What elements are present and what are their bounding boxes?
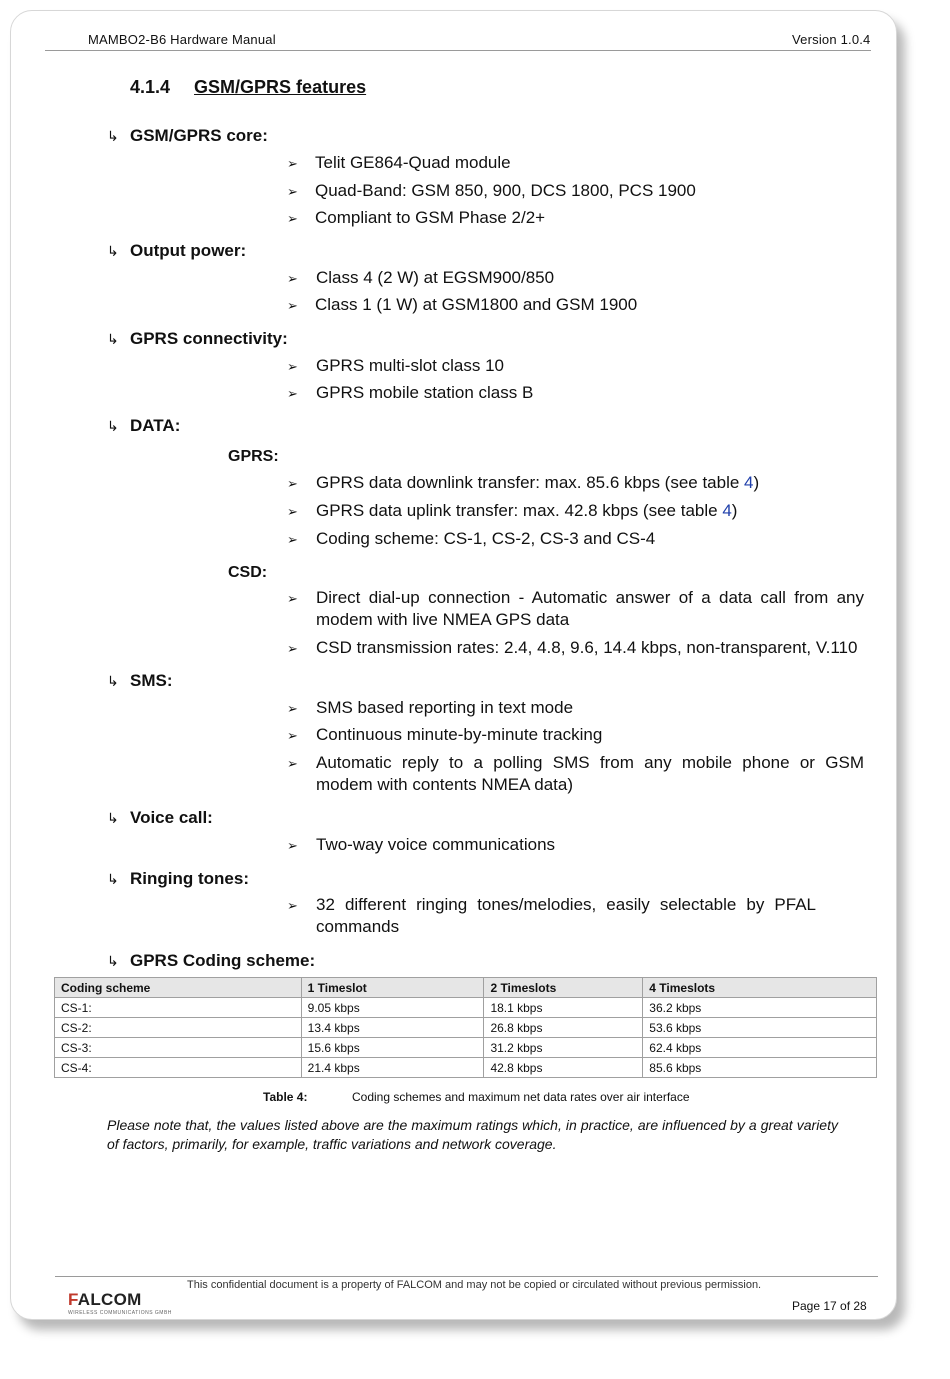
table-caption-label: Table 4:	[263, 1090, 308, 1104]
list-item: 32 different ringing tones/melodies, easily selectable by PFAL commands	[316, 895, 816, 936]
category-output-power: Output power:	[130, 241, 247, 260]
table-row	[55, 1058, 877, 1078]
table-cell: 31.2 kbps	[484, 1038, 643, 1058]
hooked-arrow-icon: ↳	[107, 953, 119, 969]
category-voice-call: Voice call:	[130, 808, 213, 827]
arrowhead-icon: ➢	[287, 532, 298, 547]
list-item: Coding scheme: CS-1, CS-2, CS-3 and CS-4	[316, 529, 656, 548]
hooked-arrow-icon: ↳	[107, 243, 119, 259]
list-item: Two-way voice communications	[316, 835, 556, 854]
table-row	[55, 1018, 877, 1038]
arrowhead-icon: ➢	[287, 504, 298, 519]
table-cell: 13.4 kbps	[301, 1018, 484, 1038]
table-cell: 26.8 kbps	[484, 1018, 643, 1038]
table-cell: 62.4 kbps	[643, 1038, 877, 1058]
table-reference-link[interactable]: 4	[744, 473, 754, 492]
column-header: Coding scheme	[55, 978, 302, 998]
section-number: 4.1.4	[130, 77, 171, 97]
arrowhead-icon: ➢	[287, 756, 298, 771]
table-cell: 15.6 kbps	[301, 1038, 484, 1058]
hooked-arrow-icon: ↳	[107, 331, 119, 347]
arrowhead-icon: ➢	[287, 728, 298, 743]
list-item-uplink: GPRS data uplink transfer: max. 42.8 kbps (see table 4)	[316, 501, 738, 520]
category-sms: SMS:	[130, 671, 173, 690]
table-row	[55, 998, 877, 1018]
list-item: Automatic reply to a polling SMS from any mobile phone or GSM modem with contents NMEA data)	[316, 753, 864, 794]
arrowhead-icon: ➢	[287, 476, 298, 491]
page-number: Page 17 of 28	[792, 1299, 867, 1313]
coding-scheme-table	[54, 977, 877, 1078]
table-header-row	[55, 978, 877, 998]
category-ringing-tones: Ringing tones:	[130, 869, 249, 888]
hooked-arrow-icon: ↳	[107, 673, 119, 689]
list-item: SMS based reporting in text mode	[316, 698, 574, 717]
list-item: GPRS multi-slot class 10	[316, 356, 504, 375]
table-cell: CS-3:	[55, 1038, 302, 1058]
list-item: Quad-Band: GSM 850, 900, DCS 1800, PCS 1900	[315, 181, 696, 200]
table-cell: CS-4:	[55, 1058, 302, 1078]
header-title: MAMBO2-B6 Hardware Manual	[88, 32, 276, 47]
arrowhead-icon: ➢	[287, 211, 298, 226]
table-cell: 18.1 kbps	[484, 998, 643, 1018]
section-heading	[130, 77, 366, 98]
hooked-arrow-icon: ↳	[107, 418, 119, 434]
list-item: Class 1 (1 W) at GSM1800 and GSM 1900	[315, 295, 638, 314]
table-cell: 36.2 kbps	[643, 998, 877, 1018]
arrowhead-icon: ➢	[287, 386, 298, 401]
list-item: Class 4 (2 W) at EGSM900/850	[316, 268, 555, 287]
list-item-downlink: GPRS data downlink transfer: max. 85.6 kbps (see table 4)	[316, 473, 760, 492]
section-title: GSM/GPRS features	[194, 77, 367, 97]
category-gprs-connectivity: GPRS connectivity:	[130, 329, 288, 348]
table-cell: 21.4 kbps	[301, 1058, 484, 1078]
list-item: CSD transmission rates: 2.4, 4.8, 9.6, 14.4 kbps, non-transparent, V.110	[316, 638, 858, 657]
list-item: Continuous minute-by-minute tracking	[316, 725, 603, 744]
header-version: Version 1.0.4	[792, 32, 871, 47]
list-item: Compliant to GSM Phase 2/2+	[315, 208, 546, 227]
table-cell: CS-2:	[55, 1018, 302, 1038]
column-header: 2 Timeslots	[484, 978, 643, 998]
list-item: GPRS mobile station class B	[316, 383, 534, 402]
table-cell: 9.05 kbps	[301, 998, 484, 1018]
hooked-arrow-icon: ↳	[107, 810, 119, 826]
subcategory-csd: CSD:	[228, 564, 268, 581]
arrowhead-icon: ➢	[287, 156, 298, 171]
category-gsm-core: GSM/GPRS core:	[130, 126, 268, 145]
arrowhead-icon: ➢	[287, 184, 298, 199]
falcom-logo: FALCOM WIRELESS COMMUNICATIONS GMBH	[68, 1290, 172, 1316]
arrowhead-icon: ➢	[287, 591, 298, 606]
table-cell: CS-1:	[55, 998, 302, 1018]
confidential-notice: This confidential document is a property of FALCOM and may not be copied or circulated without previous permission.	[187, 1279, 762, 1291]
arrowhead-icon: ➢	[287, 298, 298, 313]
hooked-arrow-icon: ↳	[107, 128, 119, 144]
column-header: 1 Timeslot	[301, 978, 484, 998]
category-data: DATA:	[130, 416, 181, 435]
table-row	[55, 1038, 877, 1058]
footer-divider	[55, 1276, 878, 1277]
arrowhead-icon: ➢	[287, 271, 298, 286]
header-divider	[45, 50, 871, 51]
table-reference-link[interactable]: 4	[722, 501, 732, 520]
arrowhead-icon: ➢	[287, 359, 298, 374]
hooked-arrow-icon: ↳	[107, 871, 119, 887]
table-cell: 53.6 kbps	[643, 1018, 877, 1038]
list-item: Direct dial-up connection - Automatic answer of a data call from any modem with live NMEA GPS data	[316, 588, 864, 629]
arrowhead-icon: ➢	[287, 701, 298, 716]
note-paragraph: Please note that, the values listed above are the maximum ratings which, in practice, are influenced by a great variety of factors, primarily, for example, traffic variations and network coverage.	[107, 1117, 838, 1152]
table-cell: 42.8 kbps	[484, 1058, 643, 1078]
arrowhead-icon: ➢	[287, 898, 298, 913]
column-header: 4 Timeslots	[643, 978, 877, 998]
arrowhead-icon: ➢	[287, 838, 298, 853]
subcategory-gprs: GPRS:	[228, 448, 279, 465]
table-caption-text: Coding schemes and maximum net data rates over air interface	[352, 1090, 690, 1104]
arrowhead-icon: ➢	[287, 641, 298, 656]
category-gprs-coding-scheme: GPRS Coding scheme:	[130, 951, 316, 970]
table-cell: 85.6 kbps	[643, 1058, 877, 1078]
list-item: Telit GE864-Quad module	[315, 153, 511, 172]
